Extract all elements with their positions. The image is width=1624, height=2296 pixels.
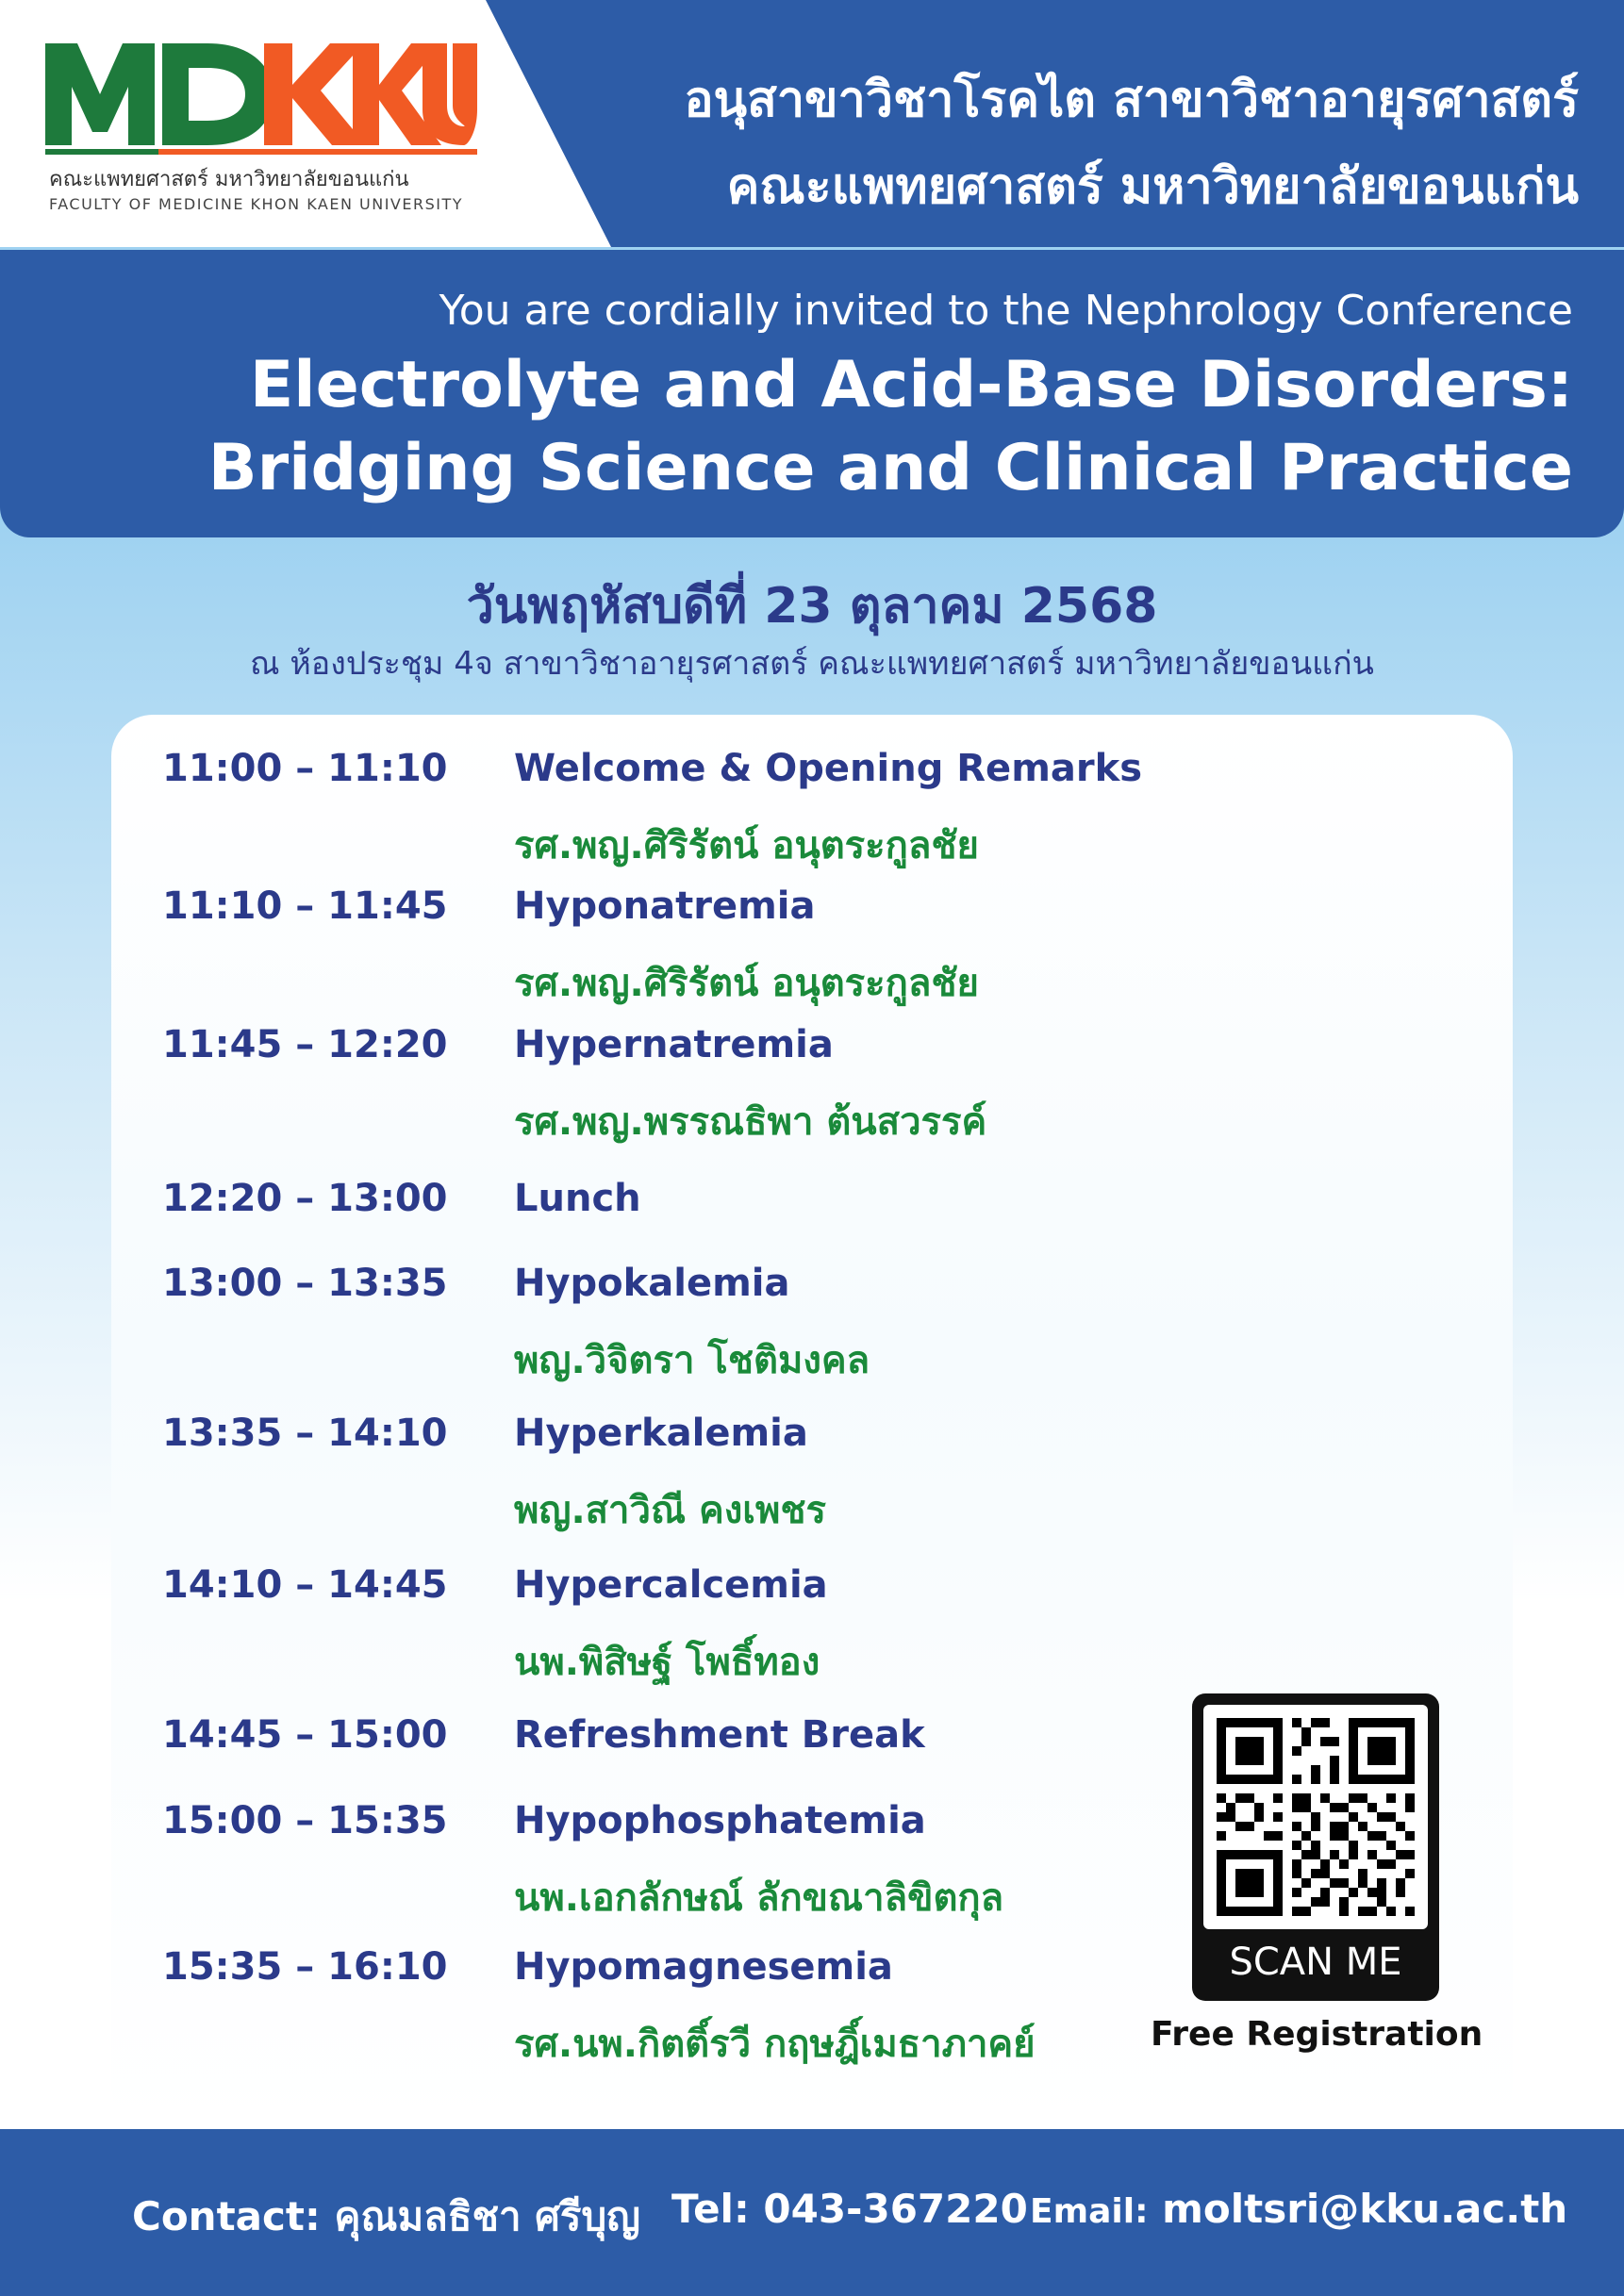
- schedule-topic: Hypophosphatemia: [514, 1799, 926, 1842]
- schedule-time: 14:45 – 15:00: [162, 1713, 448, 1757]
- schedule-topic: Hyponatremia: [514, 884, 816, 928]
- schedule-topic: Hypercalcemia: [514, 1563, 828, 1607]
- event-date: วันพฤหัสบดีที่ 23 ตุลาคม 2568: [466, 578, 1158, 635]
- conference-title-line2: Bridging Science and Clinical Practice: [207, 431, 1573, 505]
- schedule-time: 11:00 – 11:10: [162, 747, 448, 790]
- email-address-link[interactable]: moltsri@kku.ac.th: [1162, 2186, 1568, 2232]
- contact-phone[interactable]: Tel: 043-367220: [671, 2186, 1028, 2232]
- schedule-speaker: รศ.พญ.พรรณธิพา ต้นสวรรค์: [514, 1100, 987, 1144]
- schedule-time: 11:45 – 12:20: [162, 1023, 448, 1066]
- event-venue: ณ ห้องประชุม 4จ สาขาวิชาอายุรศาสตร์ คณะแพทยศาสตร์ มหาวิทยาลัยขอนแก่น: [250, 645, 1374, 683]
- schedule-time: 14:10 – 14:45: [162, 1563, 448, 1607]
- schedule-topic: Welcome & Opening Remarks: [514, 747, 1142, 790]
- schedule-topic: Hypokalemia: [514, 1262, 790, 1305]
- schedule-speaker: พญ.วิจิตรา โชติมงคล: [514, 1339, 870, 1382]
- schedule-speaker: รศ.พญ.ศิริรัตน์ อนุตระกูลชัย: [514, 962, 979, 1005]
- schedule-topic: Hyperkalemia: [514, 1412, 808, 1455]
- logo-thai-name: คณะแพทยศาสตร์ มหาวิทยาลัยขอนแก่น: [49, 168, 409, 191]
- schedule-speaker: รศ.นพ.กิตติ์รวี กฤษฎิ์เมธาภาคย์: [514, 2023, 1036, 2066]
- contact-email: [1030, 2186, 1567, 2232]
- schedule-time: 12:20 – 13:00: [162, 1177, 448, 1220]
- schedule-speaker: รศ.พญ.ศิริรัตน์ อนุตระกูลชัย: [514, 824, 979, 867]
- schedule-time: 13:35 – 14:10: [162, 1412, 448, 1455]
- schedule-time: 11:10 – 11:45: [162, 884, 448, 928]
- qr-code-icon[interactable]: [1217, 1718, 1415, 1916]
- email-label: Email:: [1030, 2192, 1149, 2231]
- schedule-time: 13:00 – 13:35: [162, 1262, 448, 1305]
- schedule-topic: Hypomagnesemia: [514, 1945, 893, 1989]
- schedule-topic: Hypernatremia: [514, 1023, 834, 1066]
- schedule-time: 15:00 – 15:35: [162, 1799, 448, 1842]
- schedule-speaker: นพ.เอกลักษณ์ ลักขณาลิขิตกุล: [514, 1876, 1004, 1920]
- free-registration-caption: Free Registration: [1151, 2015, 1483, 2054]
- schedule-topic: Refreshment Break: [514, 1713, 925, 1757]
- schedule-speaker: พญ.สาวิณี คงเพชร: [514, 1489, 826, 1532]
- contact-person: Contact: คุณมลธิชา ศรีบุญ: [132, 2193, 640, 2239]
- schedule-time: 15:35 – 16:10: [162, 1945, 448, 1989]
- header-title-line1: อนุสาขาวิชาโรคไต สาขาวิชาอายุรศาสตร์: [684, 72, 1579, 128]
- mdkku-logo: [41, 34, 480, 155]
- header-title-line2: คณะแพทยศาสตร์ มหาวิทยาลัยขอนแก่น: [726, 158, 1579, 215]
- scan-me-label: SCAN ME: [1229, 1941, 1402, 1984]
- conference-title-line1: Electrolyte and Acid-Base Disorders:: [249, 348, 1573, 422]
- header-title: [684, 57, 1579, 230]
- conference-title: [208, 344, 1573, 510]
- schedule-topic: Lunch: [514, 1177, 641, 1220]
- invitation-text: You are cordially invited to the Nephrology Conference: [439, 287, 1573, 335]
- logo-english-name: FACULTY OF MEDICINE KHON KAEN UNIVERSITY: [49, 195, 463, 213]
- schedule-speaker: นพ.พิสิษฐ์ โพธิ์ทอง: [514, 1641, 820, 1684]
